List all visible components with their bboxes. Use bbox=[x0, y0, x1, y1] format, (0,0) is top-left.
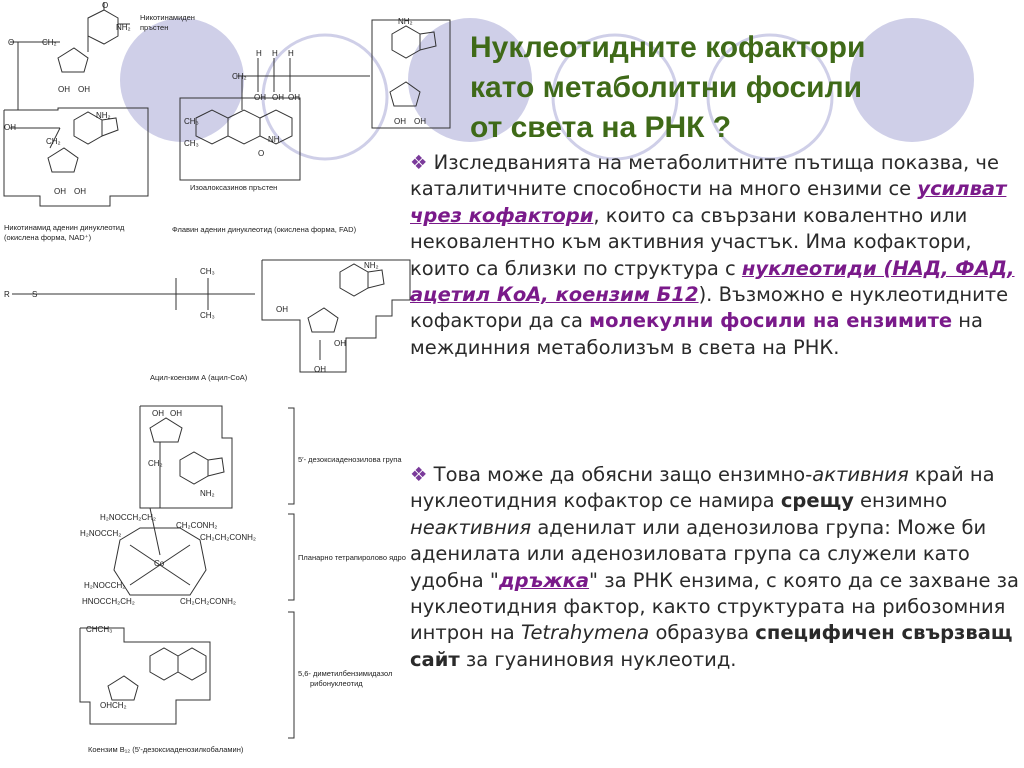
atom-label: OH bbox=[78, 85, 90, 94]
atom-label: CH₂ bbox=[46, 137, 61, 146]
atom-label: CH₂ bbox=[42, 38, 57, 47]
atom-label: OH bbox=[414, 117, 426, 126]
paragraph-text: ензимно bbox=[853, 489, 948, 513]
structure-label: пръстен bbox=[140, 23, 169, 32]
atom-label: OH bbox=[54, 187, 66, 196]
structure-label: Планарно тетрапиролово ядро bbox=[298, 553, 406, 562]
paragraph-text: край на нуклеотидния кофактор се намира bbox=[410, 463, 995, 513]
atom-label: H₂NOCCH₂ bbox=[84, 581, 126, 590]
atom-label: CH₂ bbox=[232, 72, 247, 81]
structure-label: Никотинамиден bbox=[140, 13, 195, 22]
atom-label: OH bbox=[276, 305, 288, 314]
atom-label: CHCH₃ bbox=[86, 625, 113, 634]
atom-label: OH bbox=[272, 93, 284, 102]
atom-label: O bbox=[102, 1, 109, 10]
bold-binding-site: специфичен свързващ сайт bbox=[410, 621, 1013, 671]
atom-label: CH₂CONH₂ bbox=[176, 521, 218, 530]
atom-label: NH₂ bbox=[116, 23, 131, 32]
atom-label: Co bbox=[154, 559, 165, 568]
paragraph-text: Това може да обясни защо ензимно- bbox=[427, 463, 813, 486]
paragraph-text: за гуаниновия нуклеотид. bbox=[459, 647, 737, 671]
structure-label: Никотинамид аденин динуклеотид bbox=[4, 223, 125, 232]
title-line: Нуклеотидните кофактори bbox=[470, 31, 866, 64]
atom-label: O bbox=[258, 149, 265, 158]
italic-tetrahymena: Tetrahymena bbox=[520, 621, 650, 645]
atom-label: NH₂ bbox=[398, 17, 413, 26]
atom-label: R bbox=[4, 290, 10, 299]
structure-label: 5,6- диметилбензимидазол bbox=[298, 669, 393, 678]
structure-label: Коензим B₁₂ (5′-дезоксиаденозилкобаламин) bbox=[88, 745, 244, 754]
atom-label: OH bbox=[314, 365, 326, 374]
chemical-structures-figure bbox=[0, 0, 426, 768]
bullet-paragraph-2 bbox=[410, 462, 1022, 673]
title-line: от света на РНК ? bbox=[470, 111, 732, 144]
diamond-bullet-icon: ❖ bbox=[410, 463, 428, 486]
structure-label: рибонуклеотид bbox=[310, 679, 363, 688]
atom-label: H₂NOCCH₂ bbox=[80, 529, 122, 538]
title-line: като метаболитни фосили bbox=[470, 71, 863, 104]
atom-label: O bbox=[8, 38, 15, 47]
structure-label: Изоалоксазинов пръстен bbox=[190, 183, 278, 192]
bold-opposite: срещу bbox=[780, 489, 854, 513]
paragraph-text: аденилат или аденозилова група: Може би аденилата или аденозиловата група са служели като удобна " bbox=[410, 515, 987, 592]
atom-label: H bbox=[288, 49, 294, 58]
atom-label: CH₂ bbox=[148, 459, 163, 468]
structure-label: 5′- дезоксиаденозилова група bbox=[298, 455, 402, 464]
slide-title bbox=[470, 28, 1010, 148]
paragraph-text: , които са свързани ковалентно или нековалентно към активния участък. Има кофактори, които са близки по структура с bbox=[410, 203, 972, 280]
atom-label: OH bbox=[254, 93, 266, 102]
highlight-molecular-fossils: молекулни фосили на ензимите bbox=[589, 309, 953, 333]
paragraph-text: образува bbox=[649, 621, 756, 645]
highlight-handle: дръжка bbox=[498, 568, 590, 592]
atom-label: OH bbox=[74, 187, 86, 196]
structure-label: (окислена форма, NAD⁺) bbox=[4, 233, 92, 242]
atom-label: OHCH₂ bbox=[100, 701, 127, 710]
atom-label: OH bbox=[58, 85, 70, 94]
italic-active: активния bbox=[812, 463, 909, 486]
atom-label: CH₃ bbox=[184, 117, 199, 126]
atom-label: H₂NOCCH₂CH₂ bbox=[100, 513, 156, 522]
atom-label: HNOCCH₂CH₂ bbox=[82, 597, 135, 606]
atom-label: OH bbox=[170, 409, 182, 418]
italic-inactive: неактивния bbox=[410, 515, 532, 539]
atom-label: CH₂CH₂CONH₂ bbox=[200, 533, 256, 542]
paragraph-text: на междинния метаболизъм в света на РНК. bbox=[410, 309, 984, 359]
atom-label: NH bbox=[268, 135, 280, 144]
paragraph-text: " за РНК ензима, с която да се захване за нуклеотидния фактор, както структурата на рибозомния интрон на bbox=[410, 568, 1019, 645]
atom-label: OH bbox=[288, 93, 300, 102]
highlight-nucleotides: нуклеотиди (НАД, ФАД, ацетил КоА, коензим Б12 bbox=[410, 256, 1015, 307]
atom-label: S bbox=[32, 290, 38, 299]
atom-label: NH₂ bbox=[200, 489, 215, 498]
bullet-paragraph-1 bbox=[410, 150, 1022, 361]
paragraph-text: Изследванията на метаболитните пътища показва, че каталитичните способности на много ензими се bbox=[410, 151, 999, 201]
diamond-bullet-icon: ❖ bbox=[410, 151, 428, 174]
atom-label: OH bbox=[152, 409, 164, 418]
atom-label: NH₂ bbox=[364, 261, 379, 270]
highlight-cofactors: усилват чрез кофактори bbox=[410, 177, 1007, 227]
structure-label: Флавин аденин динуклеотид (окислена форма, FAD) bbox=[172, 225, 357, 234]
atom-label: OH bbox=[334, 339, 346, 348]
atom-label: CH₃ bbox=[200, 311, 215, 320]
atom-label: OH bbox=[4, 123, 16, 132]
atom-label: CH₃ bbox=[200, 267, 215, 276]
atom-label: CH₃ bbox=[184, 139, 199, 148]
paragraph-text: ). Възможно е нуклеотидните кофактори да са bbox=[410, 283, 1009, 333]
atom-label: CH₂CH₂CONH₂ bbox=[180, 597, 236, 606]
atom-label: OH bbox=[394, 117, 406, 126]
atom-label: H bbox=[256, 49, 262, 58]
structure-label: Ацил-коензим А (ацил-CoA) bbox=[150, 373, 248, 382]
atom-label: H bbox=[272, 49, 278, 58]
atom-label: NH₂ bbox=[96, 111, 111, 120]
